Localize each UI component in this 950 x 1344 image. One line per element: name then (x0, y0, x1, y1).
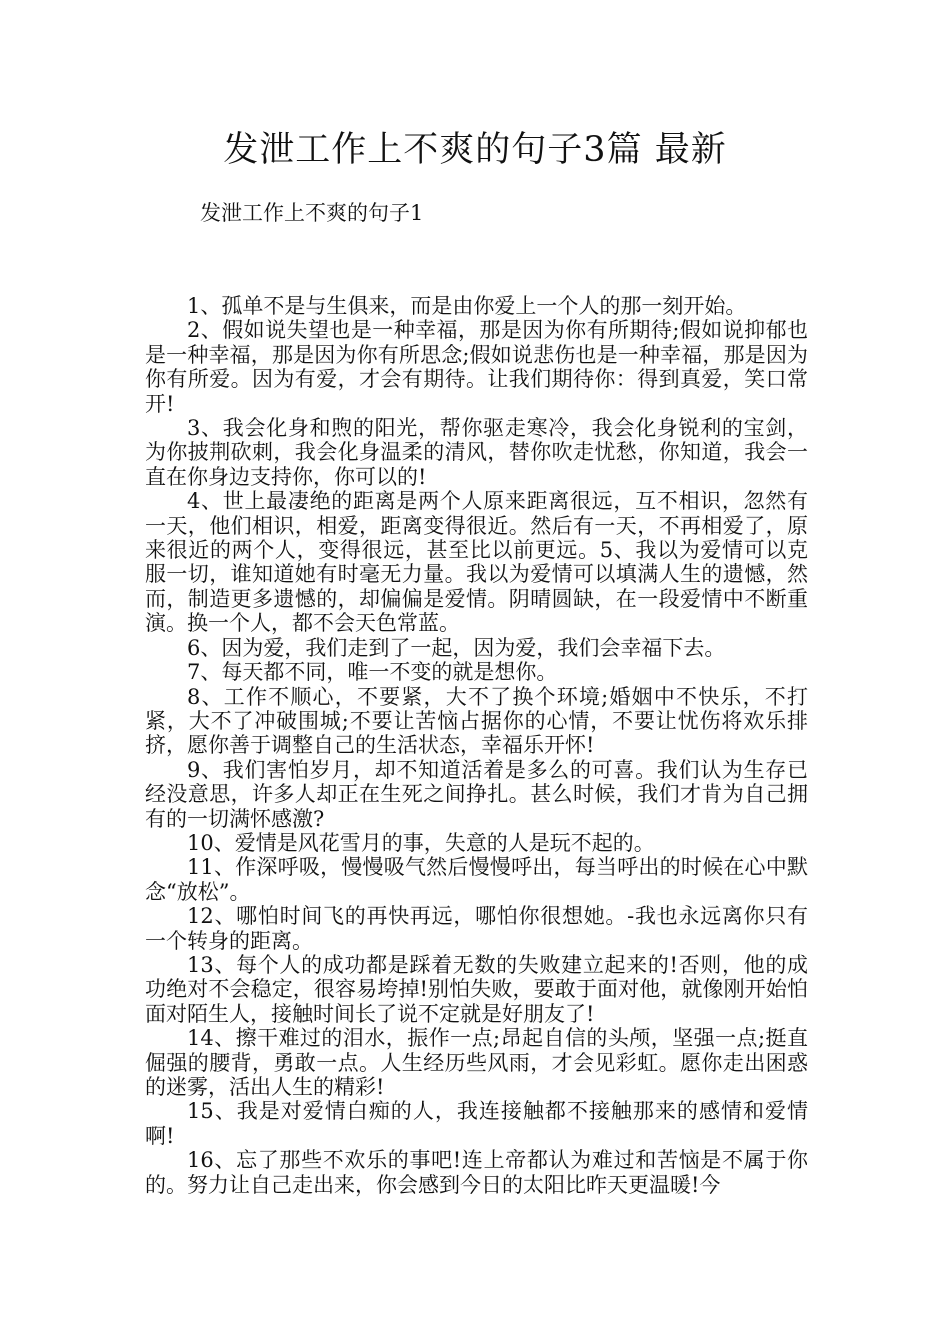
paragraph-4: 4、世上最凄绝的距离是两个人原来距离很远，互不相识，忽然有一天，他们相识，相爱，距离变得很近。然后有一天，不再相爱了，原来很近的两个人，变得很远，甚至比以前更远。5、我以为爱情可以克服一切，谁知道她有时毫无力量。我以为爱情可以填满人生的遗憾，然而，制造更多遗憾的，却偏偏是爱情。阴晴圆缺，在一段爱情中不断重演。换一个人，都不会天色常蓝。 (145, 489, 808, 636)
paragraph-7: 7、每天都不同，唯一不变的就是想你。 (187, 660, 558, 685)
document-body (145, 294, 808, 1197)
paragraph-10: 10、爱情是风花雪月的事，失意的人是玩不起的。 (187, 830, 655, 855)
paragraph-13: 13、每个人的成功都是踩着无数的失败建立起来的!否则，他的成功绝对不会稳定，很容易垮掉!别怕失败，要敢于面对他，就像刚开始怕面对陌生人，接触时间长了说不定就是好朋友了! (145, 952, 808, 1026)
paragraph-1: 1、孤单不是与生俱来，而是由你爱上一个人的那一刻开始。 (187, 294, 747, 318)
paragraph-12: 12、哪怕时间飞的再快再远，哪怕你很想她。-我也永远离你只有一个转身的距离。 (145, 904, 808, 953)
paragraph-11: 11、作深呼吸，慢慢吸气然后慢慢呼出，每当呼出的时候在心中默念“放松”。 (145, 855, 808, 904)
paragraph-6: 6、因为爱，我们走到了一起，因为爱，我们会幸福下去。 (187, 635, 726, 660)
paragraph-14: 14、擦干难过的泪水，振作一点;昂起自信的头颅，坚强一点;挺直倔强的腰背，勇敢一点。人生经历些风雨，才会见彩虹。愿你走出困惑的迷雾，活出人生的精彩! (145, 1026, 808, 1099)
document-title: 发泄工作上不爽的句子3篇 最新 (223, 130, 727, 170)
paragraph-9: 9、我们害怕岁月，却不知道活着是多么的可喜。我们认为生存已经没意思，许多人却正在生死之间挣扎。甚么时候，我们才肯为自己拥有的一切满怀感激? (145, 757, 808, 831)
paragraph-2: 2、假如说失望也是一种幸福，那是因为你有所期待;假如说抑郁也是一种幸福，那是因为你有所思念;假如说悲伤也是一种幸福，那是因为你有所爱。因为有爱，才会有期待。让我们期待你：得到真爱，笑口常开! (145, 318, 808, 416)
section-heading: 发泄工作上不爽的句子1 (200, 201, 424, 225)
paragraph-3: 3、我会化身和煦的阳光，帮你驱走寒冷，我会化身锐利的宝剑，为你披荆砍刺，我会化身温柔的清风，替你吹走忧愁，你知道，我会一直在你身边支持你，你可以的! (145, 416, 808, 489)
paragraph-15: 15、我是对爱情白痴的人，我连接触都不接触那来的感情和爱情啊! (145, 1099, 808, 1148)
paragraph-16: 16、忘了那些不欢乐的事吧!连上帝都认为难过和苦恼是不属于你的。努力让自己走出来，你会感到今日的太阳比昨天更温暖!今 (145, 1148, 808, 1197)
paragraph-8: 8、工作不顺心，不要紧，大不了换个环境;婚姻中不快乐，不打紧，大不了冲破围城;不要让苦恼占据你的心情，不要让忧伤将欢乐排挤，愿你善于调整自己的生活状态，幸福乐开怀! (145, 684, 808, 758)
